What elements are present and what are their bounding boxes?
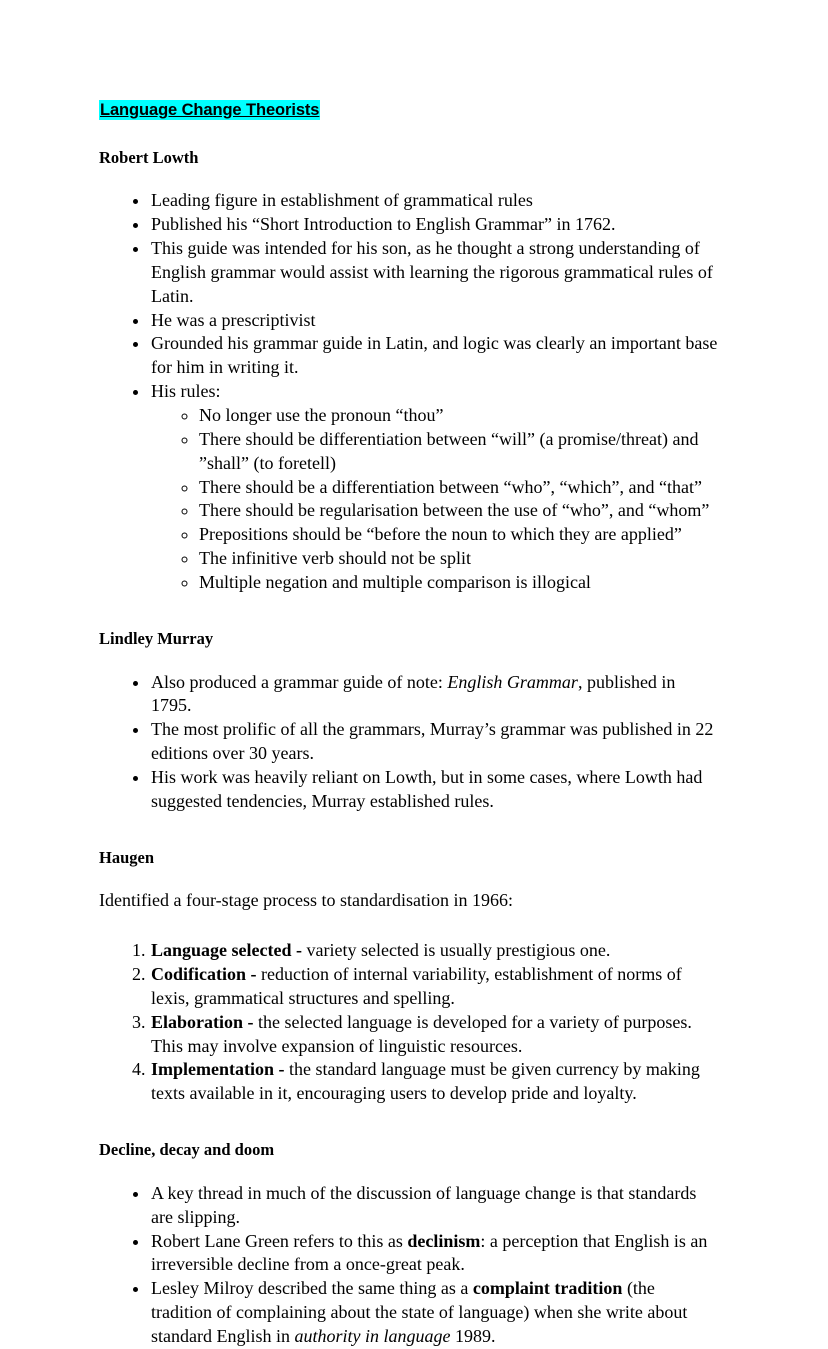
document-title-highlight: Language Change Theorists xyxy=(100,101,320,119)
bold-run: Elaboration - xyxy=(151,1011,254,1032)
bold-run: Implementation - xyxy=(151,1059,285,1080)
bullet-list-decline-decay-doom xyxy=(99,1182,718,1349)
text-run: Lesley Milroy described the same thing as a xyxy=(151,1278,473,1299)
section-robert-lowth xyxy=(99,148,718,595)
list-item xyxy=(150,1058,718,1106)
text-run: Also produced a grammar guide of note: xyxy=(151,671,448,692)
text-run: , published in 1795. xyxy=(151,671,676,716)
list-item xyxy=(150,1182,718,1230)
section-decline-decay-doom xyxy=(99,1140,718,1349)
bold-run: Language selected - xyxy=(151,940,302,961)
text-run: His work was heavily reliant on Lowth, but in some cases, where Lowth had suggested tendencies, Murray established rules. xyxy=(151,766,703,811)
list-item: • Grounded his grammar guide in Latin, and logic was clearly an important base for him in writing it. xyxy=(150,332,718,380)
haugen-intro-paragraph: Identified a four-stage process to standardisation in 1966: xyxy=(99,890,514,911)
list-item xyxy=(150,1277,718,1349)
text-run: reduction of internal variability, establishment of norms of lexis, grammatical structures and spelling. xyxy=(151,964,682,1008)
list-item: ◦ The infinitive verb should not be split xyxy=(199,547,718,571)
heading-haugen: Haugen xyxy=(99,847,155,867)
text-run: The most prolific of all the grammars, Murray’s grammar was published in 22 editions over 30 years. xyxy=(151,719,714,764)
list-item xyxy=(150,380,718,595)
document-title xyxy=(99,100,718,121)
list-item xyxy=(150,671,718,719)
list-item: • This guide was intended for his son, as he thought a strong understanding of English grammar would assist with learning the rigorous grammatical rules of Latin. xyxy=(150,237,718,309)
heading-decline-decay-doom: Decline, decay and doom xyxy=(99,1140,275,1160)
text-run: 1989. xyxy=(450,1325,496,1346)
list-item xyxy=(150,1011,718,1059)
list-item: ◦ There should be a differentiation between “who”, “which”, and “that” xyxy=(199,476,718,500)
list-item: • Leading figure in establishment of grammatical rules xyxy=(150,189,718,213)
text-run: A key thread in much of the discussion of language change is that standards are slipping. xyxy=(151,1182,697,1227)
numbered-list-haugen-stages xyxy=(99,939,718,1106)
list-item: ◦ Prepositions should be “before the noun to which they are applied” xyxy=(199,523,718,547)
list-item: ◦ Multiple negation and multiple comparison is illogical xyxy=(199,571,718,595)
italic-run: authority in language xyxy=(294,1325,451,1346)
text-run: variety selected is usually prestigious one. xyxy=(301,940,611,961)
bold-run: Codification - xyxy=(151,964,257,985)
text-run: Robert Lane Green refers to this as xyxy=(151,1230,408,1251)
list-item xyxy=(150,963,718,1011)
heading-robert-lowth: Robert Lowth xyxy=(99,147,199,167)
list-item: ◦ No longer use the pronoun “thou” xyxy=(199,404,718,428)
bold-run: declinism xyxy=(407,1230,481,1251)
text-run: : a perception that English is an irreversible decline from a once-great peak. xyxy=(151,1230,708,1275)
text-run: (the tradition of complaining about the state of language) when she write about standard English in xyxy=(151,1278,688,1346)
list-item: • He was a prescriptivist xyxy=(150,309,718,333)
list-item-label: His rules: xyxy=(151,381,221,402)
list-item: ◦ There should be regularisation between the use of “who”, and “whom” xyxy=(199,499,718,523)
italic-run: English Grammar xyxy=(447,671,578,692)
heading-lindley-murray: Lindley Murray xyxy=(99,628,214,648)
list-item: • Published his “Short Introduction to English Grammar” in 1762. xyxy=(150,213,718,237)
bold-run: complaint tradition xyxy=(472,1278,623,1299)
list-item: ◦ There should be differentiation between “will” (a promise/threat) and ”shall” (to foretell) xyxy=(199,428,718,476)
list-item xyxy=(150,766,718,814)
section-haugen xyxy=(99,848,718,1106)
bullet-list-robert-lowth xyxy=(99,189,718,594)
text-run: the selected language is developed for a variety of purposes. This may involve expansion of linguistic resources. xyxy=(151,1011,692,1056)
list-item xyxy=(150,939,718,963)
text-run: the standard language must be given currency by making texts available in it, encouraging users to develop pride and loyalty. xyxy=(151,1059,700,1104)
list-item xyxy=(150,1230,718,1278)
section-lindley-murray xyxy=(99,629,718,814)
sub-bullet-list-lowth-rules xyxy=(151,404,718,595)
bullet-list-lindley-murray xyxy=(99,671,718,814)
list-item xyxy=(150,718,718,766)
